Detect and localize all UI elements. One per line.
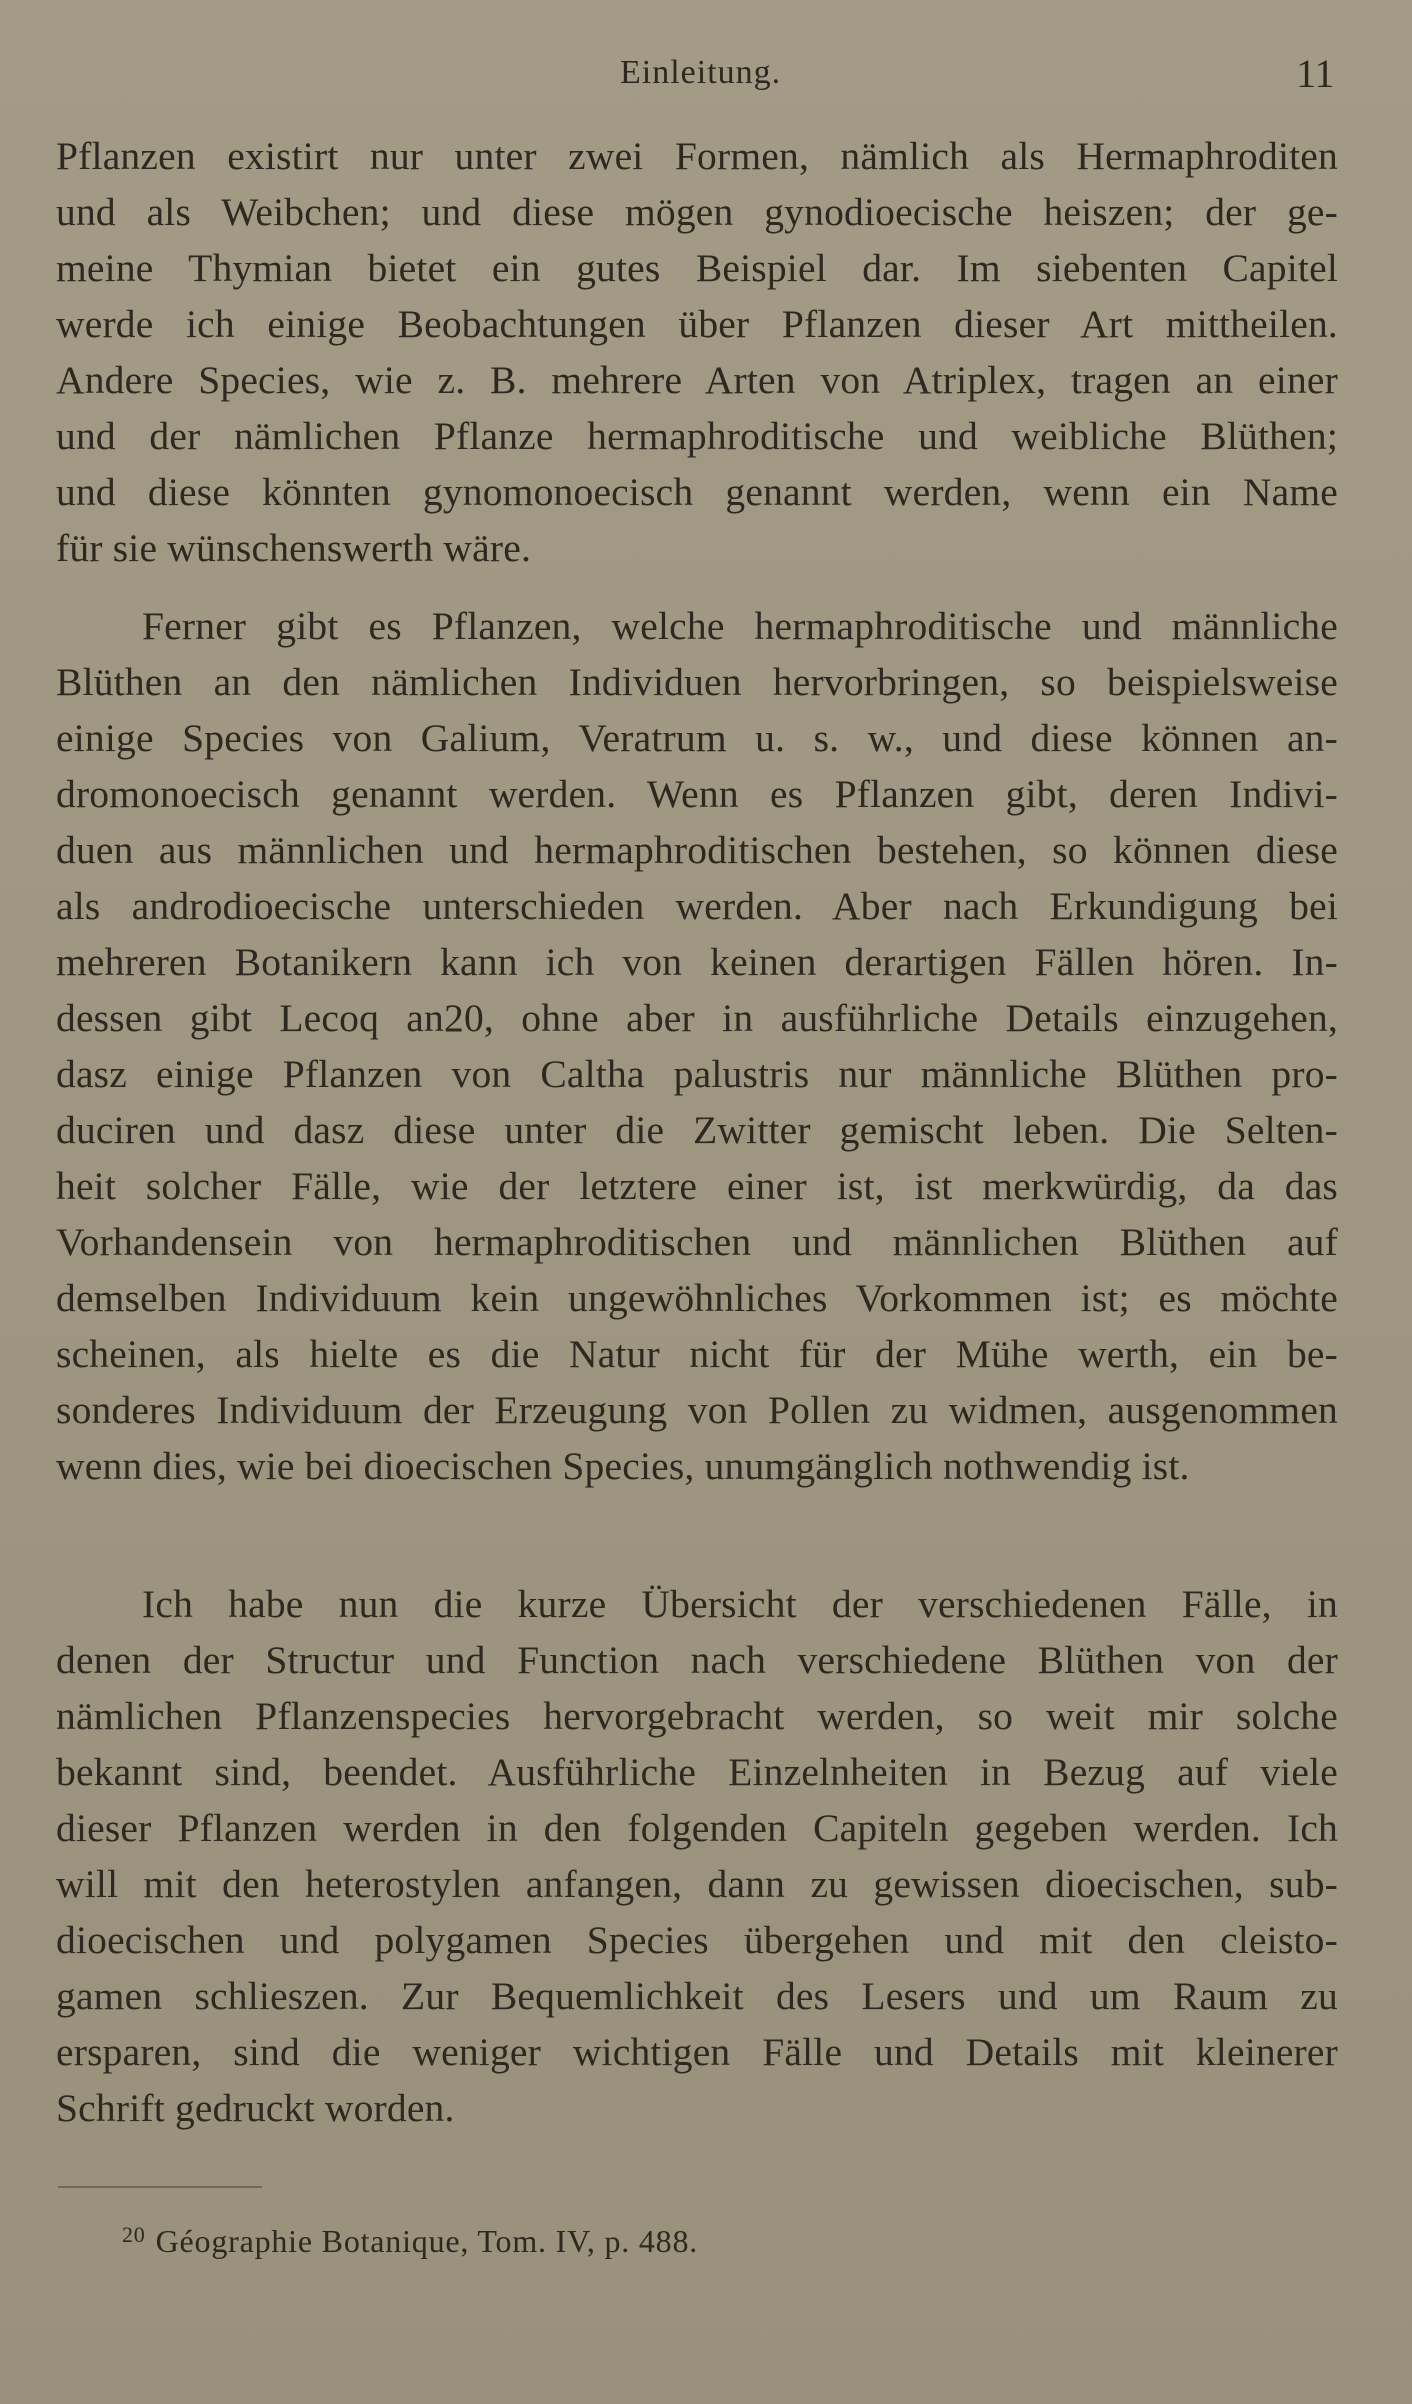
- text-line: duen aus männlichen und hermaphroditischen bestehen, so können diese: [56, 828, 1338, 872]
- text-line: werde ich einige Beobachtungen über Pflanzen dieser Art mittheilen.: [56, 302, 1338, 346]
- text-line: Pflanzen existirt nur unter zwei Formen, nämlich als Hermaphroditen: [56, 134, 1338, 178]
- running-head: Einleitung.: [620, 54, 782, 91]
- text-line: meine Thymian bietet ein gutes Beispiel dar. Im siebenten Capitel: [56, 246, 1338, 290]
- text-line: für sie wünschenswerth wäre.: [56, 526, 532, 570]
- footnote: [122, 2222, 698, 2260]
- text-line: dasz einige Pflanzen von Caltha palustris nur männliche Blüthen pro-: [56, 1052, 1338, 1096]
- text-line: dioecischen und polygamen Species übergehen und mit den cleisto-: [56, 1918, 1338, 1962]
- page-header: [0, 48, 1412, 98]
- paragraph-3: [56, 1576, 1338, 2136]
- text-line: Blüthen an den nämlichen Individuen hervorbringen, so beispielsweise: [56, 660, 1338, 704]
- text-line: Andere Species, wie z. B. mehrere Arten von Atriplex, tragen an einer: [56, 358, 1338, 402]
- text-line: und als Weibchen; und diese mögen gynodioecische heiszen; der ge-: [56, 190, 1338, 234]
- text-line: Ferner gibt es Pflanzen, welche hermaphroditische und männliche: [142, 604, 1338, 648]
- text-line: dromonoecisch genannt werden. Wenn es Pflanzen gibt, deren Indivi-: [56, 772, 1338, 816]
- text-line: heit solcher Fälle, wie der letztere einer ist, ist merkwürdig, da das: [56, 1164, 1338, 1208]
- text-line: nämlichen Pflanzenspecies hervorgebracht werden, so weit mir solche: [56, 1694, 1338, 1738]
- text-line: duciren und dasz diese unter die Zwitter gemischt leben. Die Selten-: [56, 1108, 1338, 1152]
- text-line: als androdioecische unterschieden werden. Aber nach Erkundigung bei: [56, 884, 1338, 928]
- text-line: Vorhandensein von hermaphroditischen und männlichen Blüthen auf: [56, 1220, 1338, 1264]
- text-line: sonderes Individuum der Erzeugung von Pollen zu widmen, ausgenommen: [56, 1388, 1338, 1432]
- text-line: wenn dies, wie bei dioecischen Species, unumgänglich nothwendig ist.: [56, 1444, 1190, 1488]
- footnote-text: Géographie Botanique, Tom. IV, p. 488.: [155, 2223, 699, 2259]
- text-line: und der nämlichen Pflanze hermaphroditische und weibliche Blüthen;: [56, 414, 1338, 458]
- footnote-number: 20: [122, 2222, 146, 2247]
- text-line: gamen schlieszen. Zur Bequemlichkeit des Lesers und um Raum zu: [56, 1974, 1338, 2018]
- paragraph-1: [56, 128, 1338, 576]
- page-number: 11: [1296, 51, 1335, 96]
- text-line: einige Species von Galium, Veratrum u. s. w., und diese können an-: [56, 716, 1338, 760]
- text-line: Schrift gedruckt worden.: [56, 2086, 455, 2130]
- text-line: Ich habe nun die kurze Übersicht der verschiedenen Fälle, in: [142, 1582, 1338, 1626]
- text-line: dessen gibt Lecoq an20, ohne aber in ausführliche Details einzugehen,: [56, 996, 1338, 1040]
- text-line: bekannt sind, beendet. Ausführliche Einzelnheiten in Bezug auf viele: [56, 1750, 1338, 1794]
- text-line: demselben Individuum kein ungewöhnliches Vorkommen ist; es möchte: [56, 1276, 1338, 1320]
- text-line: mehreren Botanikern kann ich von keinen derartigen Fällen hören. In-: [56, 940, 1338, 984]
- text-line: denen der Structur und Function nach verschiedene Blüthen von der: [56, 1638, 1338, 1682]
- text-line: dieser Pflanzen werden in den folgenden Capiteln gegeben werden. Ich: [56, 1806, 1338, 1850]
- text-line: und diese könnten gynomonoecisch genannt werden, wenn ein Name: [56, 470, 1338, 514]
- text-line: scheinen, als hielte es die Natur nicht für der Mühe werth, ein be-: [56, 1332, 1338, 1376]
- text-line: will mit den heterostylen anfangen, dann zu gewissen dioecischen, sub-: [56, 1862, 1338, 1906]
- text-line: ersparen, sind die weniger wichtigen Fälle und Details mit kleinerer: [56, 2030, 1338, 2074]
- footnote-divider: [58, 2186, 262, 2188]
- paragraph-2: [56, 598, 1338, 1494]
